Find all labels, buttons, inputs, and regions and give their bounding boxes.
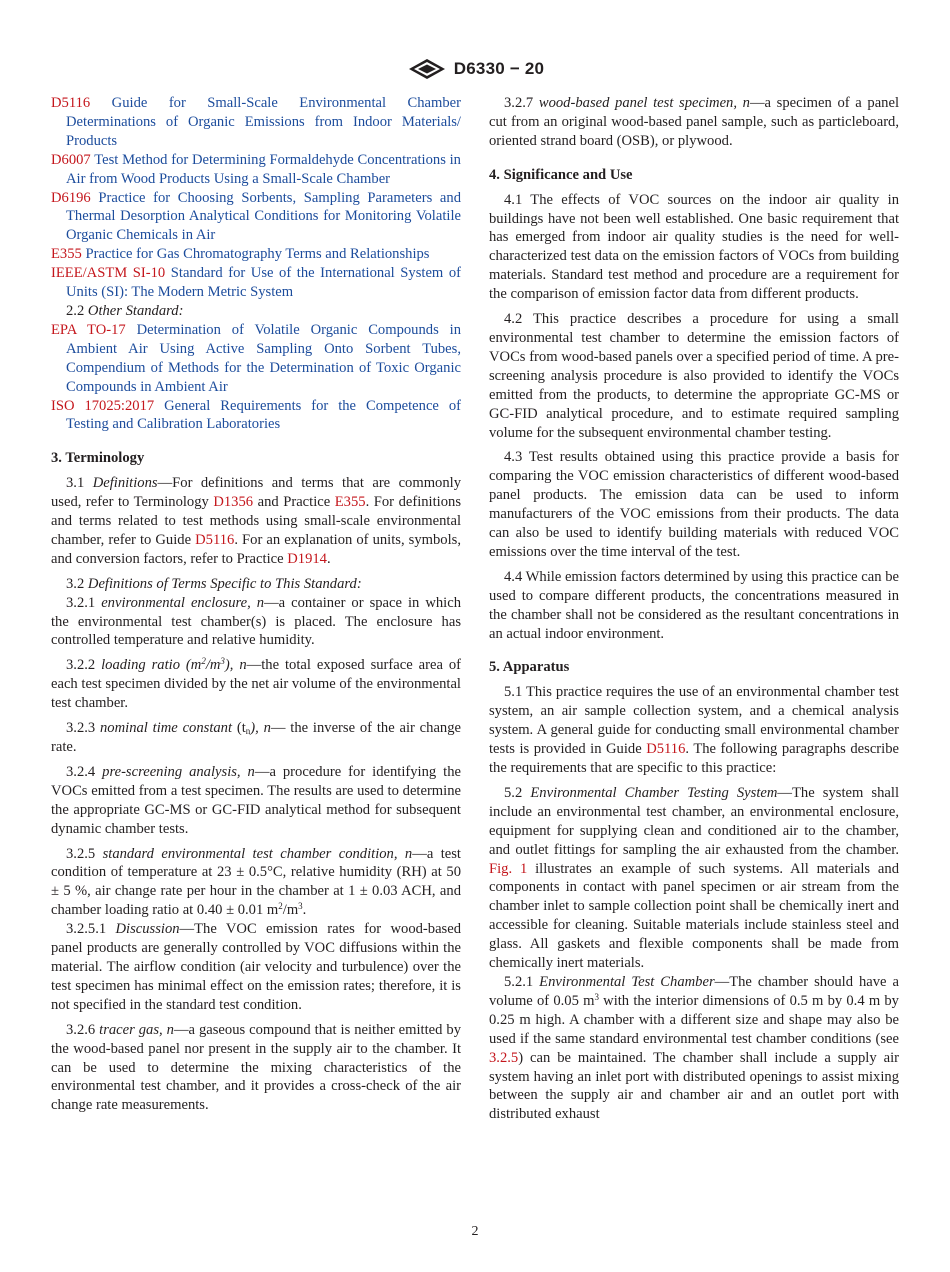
section-heading: 4. Significance and Use (489, 166, 633, 183)
reference-title[interactable]: Guide for Small-Scale Environmental Chamber Determinations of Organic Emissions from Indoor Materials/ Products (66, 95, 461, 149)
reference-link[interactable]: IEEE/ASTM SI-10 (51, 265, 166, 282)
section-heading: 3. Terminology (51, 450, 145, 467)
paragraph: 3.2.5 standard environmental test chamber condition, n—a test condition of temperature at 23 ± 0.5°C, relative humidity (RH) at 50 ± 5 %, air change rate per hour in the chamber at 1 ± 0.03 ACH, and chamber loading ratio at 0.40 ± 0.01 $m^2/m^3$. (51, 845, 461, 919)
reference-link[interactable]: D5116 (646, 741, 686, 758)
reference-title[interactable]: Test Method for Determining Formaldehyde Concentrations in Air from Wood Products Using a Small-Scale Chamber (66, 151, 461, 187)
paragraph: 3.2.5.1 Discussion—The VOC emission rates for wood-based panel products are generally controlled by VOC diffusions within the material. The airflow condition (air velocity and turbulence) over the test specimen has minimal effect on the emission rates; therefore, it is not specified in the standard test condition. (51, 921, 462, 1013)
right-column (489, 94, 899, 1124)
reference-link[interactable]: E355 (334, 494, 366, 511)
reference-title[interactable]: Practice for Gas Chromatography Terms and Relationships (85, 246, 430, 263)
reference-title[interactable]: Determination of Volatile Organic Compounds in Ambient Air Using Active Sampling Onto Sorbent Tubes, Compendium of Methods for the Determination of Toxic Organic Compounds in Ambient Air (66, 321, 461, 395)
figure-link[interactable]: Fig. 1 (489, 860, 528, 877)
reference-link[interactable]: D1914 (287, 550, 327, 567)
paragraph: 3.2.6 tracer gas, n—a gaseous compound that is neither emitted by the wood-based panel nor present in the supply air to the chamber. It can be used to determine the mixing characteristics of the environmental test chamber, and it provides a cross-check of the air change rate measurements. (51, 1021, 461, 1114)
paragraph: 5.2.1 Environmental Test Chamber—The chamber should have a volume of 0.05 $m^3$ with the interior dimensions of 0.5 m by 0.4 m by 0.25 m high. A chamber with a different size and shape may also be used if the same standard environmental test chamber conditions (see 3.2.5) can be maintained. The chamber shall include a supply air system having an inlet port with distributed openings to assist mixing between the supply air and chamber air and an outlet port with distributed exhaust (489, 973, 899, 1123)
paragraph: 3.2.2 loading ratio $(m^2/m^3)$, n—the total exposed surface area of each test specimen divided by the net air volume of the environmental test chamber. (51, 656, 461, 712)
reference-item (51, 264, 461, 302)
reference-link[interactable]: E355 (51, 246, 82, 263)
reference-item (51, 321, 461, 397)
paragraph: 3.2.4 pre-screening analysis, n—a procedure for identifying the VOCs emitted from a test specimen. The results are used to determine the appropriate GC-MS or GC-FID analytical method for subsequent dynamic chamber tests. (51, 763, 462, 837)
reference-link[interactable]: ISO 17025:2017 (51, 397, 155, 414)
paragraph: 5.2 Environmental Chamber Testing System—The system shall include an environmental test chamber, an environmental enclosure, equipment for supplying clean and conditioned air to the chamber, and outlet fittings for sampling the air exhausted from the chamber. Fig. 1 illustrates an example of such systems. All materials and components in contact with panel specimen or air stream from the chamber inlet to sample collection point shall be chemically inert and accessible for cleaning. Suitable materials include stainless steel and glass. All gaskets and flexible components shall be made from chemically inert materials. (489, 784, 899, 972)
left-column (51, 94, 461, 1115)
paragraph: 5.1 This practice requires the use of an environmental chamber test system, an air sample collection system, and a chemical analysis system. A general guide for conducting small environmental chamber tests is provided in Guide D5116. The following paragraphs describe the requirements that are specific to this practice: (489, 684, 899, 776)
reference-link[interactable]: D6007 (51, 151, 91, 168)
reference-item (51, 245, 461, 264)
paragraph: 4.4 While emission factors determined by using this practice can be used to compare different products, the concentrations measured in the chamber shall not be considered as the resultant concentrations in an actual indoor environment. (489, 568, 899, 642)
reference-item (51, 189, 461, 246)
page-header (0, 56, 950, 82)
paragraph: 3.2.7 wood-based panel test specimen, n—a specimen of a panel cut from an original wood-based panel sample, such as particleboard, oriented strand board (OSB), or plywood. (489, 95, 900, 149)
reference-title[interactable]: General Requirements for the Competence of Testing and Calibration Laboratories (66, 397, 461, 433)
paragraph: 3.2.3 nominal time constant $(t_n)$, n— the inverse of the air change rate. (51, 720, 461, 755)
standard-designation: D6330 − 20 (453, 59, 545, 78)
reference-item (51, 151, 461, 189)
reference-title[interactable]: Practice for Choosing Sorbents, Sampling Parameters and Thermal Desorption Analytical Conditions for Monitoring Volatile Organic Chemicals in Air (66, 189, 461, 244)
reference-title[interactable]: Standard for Use of the International System of Units (SI): The Modern Metric System (66, 265, 461, 301)
subsection-heading: 2.2 Other Standard: (66, 302, 184, 319)
paragraph: 4.3 Test results obtained using this practice provide a basis for comparing the VOC emission characteristics of different wood-based panel products. The emission data can be used to inform manufacturers of the VOC emissions from their products. The data can also be used to identify building materials with reduced VOC emissions over the time interval of the test. (489, 449, 899, 560)
reference-link[interactable]: D5116 (195, 531, 235, 548)
reference-link[interactable]: D6196 (51, 189, 91, 206)
paragraph: 4.2 This practice describes a procedure for using a small environmental test chamber to determine the emission factors of VOCs from wood-based panels over a specified period of time. A pre-screening analysis procedure is also provided to identify the VOCs emitted from the products, to determine the appropriate GC-MS or GC-FID analytical procedure, and to estimate required sampling volume for the subsequent environmental chamber testing. (489, 311, 899, 441)
reference-item (51, 94, 461, 151)
paragraph: 3.2.1 environmental enclosure, n—a container or space in which the environmental test chamber(s) is placed. The enclosure has controlled temperature and relative humidity. (51, 594, 461, 649)
astm-logo-icon (406, 57, 448, 81)
page-number: 2 (471, 1224, 479, 1239)
reference-link[interactable]: D5116 (51, 95, 91, 111)
reference-link[interactable]: EPA TO-17 (51, 321, 126, 338)
section-heading: 5. Apparatus (489, 659, 570, 676)
paragraph: 3.2 Definitions of Terms Specific to This Standard: (66, 575, 362, 592)
reference-item (51, 397, 461, 435)
paragraph: 4.1 The effects of VOC sources on the indoor air quality in buildings have not been well established. One basic requirement that has emerged from indoor air quality studies is the need for well-characterized test data on the emission factors of VOCs from building materials. Standard test method and procedure are a requirement for the comparison of emission factor data from different products. (489, 191, 899, 303)
paragraph: 3.1 Definitions—For definitions and terms that are commonly used, refer to Terminology D1356 and Practice E355. For definitions and terms related to test methods using small-scale environmental chamber, refer to Guide D5116. For an explanation of units, symbols, and conversion factors, refer to Practice D1914. (51, 475, 462, 567)
section-link[interactable]: 3.2.5 (489, 1049, 519, 1066)
reference-link[interactable]: D1356 (213, 494, 254, 511)
